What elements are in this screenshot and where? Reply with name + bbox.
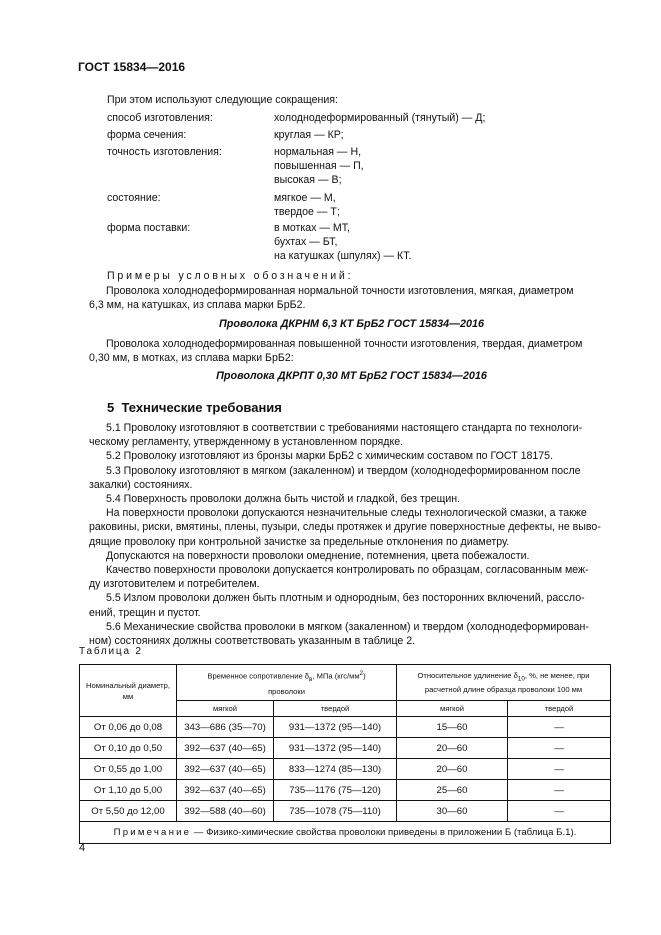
abbrev-value: круглая — КР; xyxy=(274,129,344,141)
paragraph-line: дящие проволоку при контрольной зачистке за предельные отклонения по диаметру. xyxy=(89,535,510,548)
cell-elong-soft: 30—60 xyxy=(397,801,508,822)
cell-strength-hard: 931—1372 (95—140) xyxy=(274,738,397,759)
cell-elong-hard: — xyxy=(508,780,611,801)
requirements-text xyxy=(89,421,614,648)
table-note: Примечание — Физико-химические свойства проволоки приведены в приложении Б (таблица Б.1). xyxy=(80,822,611,844)
example-1-text: Проволока холоднодеформированная нормальной точности изготовления, мягкая, диаметром 6,3 мм, на катушках, из сплава марки БрБ2. xyxy=(89,285,574,312)
table-row xyxy=(80,738,611,759)
cell-elong-soft: 15—60 xyxy=(397,717,508,738)
cell-diameter: От 0,55 до 1,00 xyxy=(80,759,177,780)
cell-elong-hard: — xyxy=(508,738,611,759)
paragraph-line: ений, трещин и пустот. xyxy=(89,606,201,619)
abbrev-value: повышенная — П, xyxy=(274,160,364,172)
cell-elong-hard: — xyxy=(508,801,611,822)
cell-diameter: От 1,10 до 5,00 xyxy=(80,780,177,801)
abbrev-value: бухтах — БТ, xyxy=(274,236,338,248)
paragraph-line: ческому регламенту, утвержденному в установленном порядке. xyxy=(89,436,404,449)
paragraph-line: На поверхности проволоки допускаются незначительные следы технологической смазки, а также xyxy=(106,507,587,520)
abbrev-value: на катушках (шпулях) — КТ. xyxy=(274,250,412,262)
paragraph-line: 5.3 Проволоку изготовляют в мягком (закаленном) и твердом (холоднодеформированном после xyxy=(106,464,581,477)
abbrev-value: нормальная — Н, xyxy=(274,146,362,158)
cell-strength-soft: 392—637 (40—65) xyxy=(177,780,274,801)
properties-table xyxy=(79,664,611,844)
subheader-hard: твердой xyxy=(274,701,397,717)
table-row xyxy=(80,717,611,738)
example-2-designation: Проволока ДКРПТ 0,30 МТ БрБ2 ГОСТ 15834—2016 xyxy=(216,370,487,382)
cell-strength-soft: 343—686 (35—70) xyxy=(177,717,274,738)
cell-diameter: От 0,06 до 0,08 xyxy=(80,717,177,738)
paragraph-line: закалки) состояниях. xyxy=(89,478,193,491)
cell-elong-soft: 25—60 xyxy=(397,780,508,801)
example-1-designation: Проволока ДКРНМ 6,3 КТ БрБ2 ГОСТ 15834—2016 xyxy=(219,318,484,330)
section-number: 5 xyxy=(107,400,115,415)
abbrev-value: холоднодеформированный (тянутый) — Д; xyxy=(274,112,486,124)
paragraph-line: раковины, риски, вмятины, плены, пузыри, следы протяжек и другие поверхностные дефекты, не выво- xyxy=(89,521,601,534)
cell-elong-soft: 20—60 xyxy=(397,759,508,780)
paragraph-line: Допускаются на поверхности проволоки омеднение, потемнения, цвета побежалости. xyxy=(106,549,530,562)
abbrev-intro: При этом используют следующие сокращения: xyxy=(107,94,338,106)
subheader-hard: твердой xyxy=(508,701,611,717)
header-elongation: Относительное удлинение $\delta_{10}$, %, не менее, при расчетной длине образца проволоки 100 мм xyxy=(397,665,611,701)
abbrev-value: высокая — В; xyxy=(274,174,342,186)
subheader-soft: мягкой xyxy=(397,701,508,717)
paragraph-line: ном) состояниях должны соответствовать указанным в таблице 2. xyxy=(89,635,416,648)
cell-elong-hard: — xyxy=(508,759,611,780)
subheader-soft: мягкой xyxy=(177,701,274,717)
cell-strength-soft: 392—637 (40—65) xyxy=(177,759,274,780)
table-row xyxy=(80,801,611,822)
cell-diameter: От 5,50 до 12,00 xyxy=(80,801,177,822)
paragraph-line: Качество поверхности проволоки допускается контролировать по образцам, согласованным меж- xyxy=(106,564,589,577)
cell-strength-hard: 735—1078 (75—110) xyxy=(274,801,397,822)
paragraph-line: ду изготовителем и потребителем. xyxy=(89,578,260,591)
paragraph-line: 5.5 Излом проволоки должен быть плотным и однородным, без посторонних включений, рассло- xyxy=(106,592,585,605)
abbrev-term: форма сечения: xyxy=(107,129,187,141)
page-number: 4 xyxy=(79,842,86,854)
abbrev-value: твердое — Т; xyxy=(274,206,340,218)
section-heading xyxy=(107,400,282,415)
table-row xyxy=(80,780,611,801)
abbrev-term: форма поставки: xyxy=(107,222,191,234)
document-header: ГОСТ 15834—2016 xyxy=(78,60,186,74)
example-2-text: Проволока холоднодеформированная повышенной точности изготовления, твердая, диаметром 0,30 мм, в мотках, из сплава марки БрБ2: xyxy=(89,338,583,365)
header-diameter: Номинальный диаметр, мм xyxy=(80,665,177,717)
paragraph-line: 5.1 Проволоку изготовляют в соответствии с требованиями настоящего стандарта по технологи- xyxy=(106,422,583,434)
cell-strength-hard: 833—1274 (85—130) xyxy=(274,759,397,780)
table-row xyxy=(80,759,611,780)
section-title: Технические требования xyxy=(121,400,282,415)
paragraph-line: 5.2 Проволоку изготовляют из бронзы марки БрБ2 с химическим составом по ГОСТ 18175. xyxy=(106,450,554,463)
cell-strength-soft: 392—588 (40—60) xyxy=(177,801,274,822)
cell-elong-soft: 20—60 xyxy=(397,738,508,759)
cell-strength-hard: 735—1176 (75—120) xyxy=(274,780,397,801)
abbrev-value: мягкое — М, xyxy=(274,192,336,204)
abbrev-term: точность изготовления: xyxy=(107,146,222,158)
abbrev-term: состояние: xyxy=(107,192,161,204)
cell-strength-soft: 392—637 (40—65) xyxy=(177,738,274,759)
cell-elong-hard: — xyxy=(508,717,611,738)
paragraph-line: 5.6 Механические свойства проволоки в мягком (закаленном) и твердом (холоднодеформирован- xyxy=(106,620,589,633)
abbrev-value: в мотках — МТ, xyxy=(274,222,350,234)
cell-strength-hard: 931—1372 (95—140) xyxy=(274,717,397,738)
table-title: Таблица 2 xyxy=(79,646,143,657)
examples-heading: Примеры условных обозначений: xyxy=(107,270,354,282)
header-strength: Временное сопротивление $\delta_в$, МПа $(кгс/мм^2)$ проволоки xyxy=(177,665,397,701)
cell-diameter: От 0,10 до 0,50 xyxy=(80,738,177,759)
paragraph-line: 5.4 Поверхность проволоки должна быть чистой и гладкой, без трещин. xyxy=(106,493,461,506)
abbrev-term: способ изготовления: xyxy=(107,112,213,124)
